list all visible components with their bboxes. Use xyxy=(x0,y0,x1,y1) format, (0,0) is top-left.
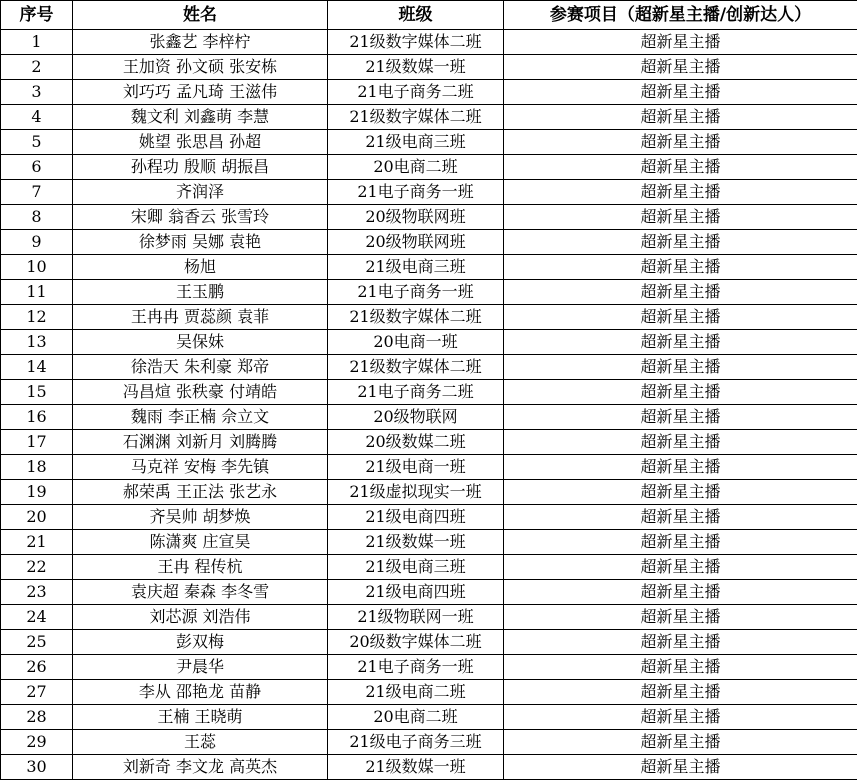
cell-index: 21 xyxy=(1,530,73,555)
cell-class: 21级虚拟现实一班 xyxy=(328,480,504,505)
cell-index: 8 xyxy=(1,205,73,230)
cell-class: 21级数字媒体二班 xyxy=(328,305,504,330)
cell-name: 刘新奇 李文龙 高英杰 xyxy=(73,755,328,780)
cell-class: 20级物联网 xyxy=(328,405,504,430)
cell-event: 超新星主播 xyxy=(504,630,857,655)
cell-name: 尹晨华 xyxy=(73,655,328,680)
cell-index: 12 xyxy=(1,305,73,330)
table-row xyxy=(1,255,857,280)
table-row xyxy=(1,30,857,55)
table-body xyxy=(1,30,857,780)
cell-index: 16 xyxy=(1,405,73,430)
cell-index: 9 xyxy=(1,230,73,255)
cell-event: 超新星主播 xyxy=(504,205,857,230)
cell-class: 20级数媒二班 xyxy=(328,430,504,455)
cell-event: 超新星主播 xyxy=(504,655,857,680)
cell-event: 超新星主播 xyxy=(504,305,857,330)
cell-index: 18 xyxy=(1,455,73,480)
cell-event: 超新星主播 xyxy=(504,130,857,155)
cell-class: 21电子商务一班 xyxy=(328,180,504,205)
cell-event: 超新星主播 xyxy=(504,380,857,405)
cell-event: 超新星主播 xyxy=(504,230,857,255)
cell-name: 王蕊 xyxy=(73,730,328,755)
cell-event: 超新星主播 xyxy=(504,55,857,80)
cell-class: 21级电商三班 xyxy=(328,130,504,155)
table-row xyxy=(1,280,857,305)
cell-name: 徐梦雨 吴娜 袁艳 xyxy=(73,230,328,255)
table-row xyxy=(1,430,857,455)
cell-class: 20级物联网班 xyxy=(328,230,504,255)
cell-index: 13 xyxy=(1,330,73,355)
cell-index: 19 xyxy=(1,480,73,505)
cell-class: 21级数媒一班 xyxy=(328,530,504,555)
cell-index: 4 xyxy=(1,105,73,130)
cell-class: 21级数媒一班 xyxy=(328,755,504,780)
header-class: 班级 xyxy=(328,1,504,30)
cell-class: 21级电商一班 xyxy=(328,455,504,480)
header-row xyxy=(1,1,857,30)
header-event: 参赛项目（超新星主播/创新达人） xyxy=(504,1,857,30)
cell-name: 王加资 孙文硕 张安栋 xyxy=(73,55,328,80)
cell-name: 袁庆超 秦森 李冬雪 xyxy=(73,580,328,605)
table-row xyxy=(1,330,857,355)
cell-name: 刘巧巧 孟凡琦 王滋伟 xyxy=(73,80,328,105)
cell-class: 21级数媒一班 xyxy=(328,55,504,80)
table-row xyxy=(1,380,857,405)
table-row xyxy=(1,305,857,330)
table-row xyxy=(1,205,857,230)
cell-event: 超新星主播 xyxy=(504,580,857,605)
table-row xyxy=(1,705,857,730)
cell-event: 超新星主播 xyxy=(504,530,857,555)
cell-index: 28 xyxy=(1,705,73,730)
cell-event: 超新星主播 xyxy=(504,480,857,505)
cell-name: 徐浩天 朱利豪 郑帝 xyxy=(73,355,328,380)
cell-index: 1 xyxy=(1,30,73,55)
cell-event: 超新星主播 xyxy=(504,30,857,55)
cell-index: 30 xyxy=(1,755,73,780)
cell-event: 超新星主播 xyxy=(504,705,857,730)
cell-class: 20级数字媒体二班 xyxy=(328,630,504,655)
cell-index: 5 xyxy=(1,130,73,155)
cell-index: 24 xyxy=(1,605,73,630)
table-row xyxy=(1,55,857,80)
cell-class: 21级电商二班 xyxy=(328,680,504,705)
table-row xyxy=(1,180,857,205)
cell-class: 21电子商务一班 xyxy=(328,280,504,305)
cell-event: 超新星主播 xyxy=(504,155,857,180)
cell-event: 超新星主播 xyxy=(504,755,857,780)
cell-name: 马克祥 安梅 李先镇 xyxy=(73,455,328,480)
cell-event: 超新星主播 xyxy=(504,605,857,630)
cell-index: 11 xyxy=(1,280,73,305)
cell-name: 王冉冉 贾蕊颜 袁菲 xyxy=(73,305,328,330)
table-row xyxy=(1,630,857,655)
cell-index: 17 xyxy=(1,430,73,455)
table-row xyxy=(1,605,857,630)
cell-class: 21级电商三班 xyxy=(328,555,504,580)
cell-class: 20电商一班 xyxy=(328,330,504,355)
cell-class: 21电子商务二班 xyxy=(328,380,504,405)
table-row xyxy=(1,405,857,430)
cell-class: 21级数字媒体二班 xyxy=(328,355,504,380)
cell-class: 21级数字媒体二班 xyxy=(328,30,504,55)
cell-event: 超新星主播 xyxy=(504,730,857,755)
cell-index: 26 xyxy=(1,655,73,680)
cell-event: 超新星主播 xyxy=(504,405,857,430)
table-row xyxy=(1,455,857,480)
cell-event: 超新星主播 xyxy=(504,355,857,380)
table-row xyxy=(1,580,857,605)
cell-index: 14 xyxy=(1,355,73,380)
table-row xyxy=(1,155,857,180)
table-row xyxy=(1,355,857,380)
cell-name: 孙程功 殷顺 胡振昌 xyxy=(73,155,328,180)
table-row xyxy=(1,505,857,530)
cell-name: 宋卿 翁香云 张雪玲 xyxy=(73,205,328,230)
cell-class: 21级电子商务三班 xyxy=(328,730,504,755)
cell-index: 10 xyxy=(1,255,73,280)
cell-class: 21级电商三班 xyxy=(328,255,504,280)
cell-index: 29 xyxy=(1,730,73,755)
cell-name: 冯昌煊 张秩豪 付靖皓 xyxy=(73,380,328,405)
cell-event: 超新星主播 xyxy=(504,505,857,530)
cell-name: 王冉 程传杭 xyxy=(73,555,328,580)
cell-event: 超新星主播 xyxy=(504,555,857,580)
cell-class: 20级物联网班 xyxy=(328,205,504,230)
cell-class: 21电子商务二班 xyxy=(328,80,504,105)
cell-event: 超新星主播 xyxy=(504,280,857,305)
cell-index: 20 xyxy=(1,505,73,530)
cell-index: 15 xyxy=(1,380,73,405)
cell-name: 姚望 张思昌 孙超 xyxy=(73,130,328,155)
cell-name: 杨旭 xyxy=(73,255,328,280)
cell-name: 魏雨 李正楠 佘立文 xyxy=(73,405,328,430)
cell-name: 刘芯源 刘浩伟 xyxy=(73,605,328,630)
cell-event: 超新星主播 xyxy=(504,330,857,355)
cell-index: 3 xyxy=(1,80,73,105)
cell-index: 22 xyxy=(1,555,73,580)
cell-name: 魏文利 刘鑫萌 李慧 xyxy=(73,105,328,130)
cell-event: 超新星主播 xyxy=(504,105,857,130)
cell-class: 21级电商四班 xyxy=(328,505,504,530)
cell-name: 石渊渊 刘新月 刘腾腾 xyxy=(73,430,328,455)
cell-index: 2 xyxy=(1,55,73,80)
cell-event: 超新星主播 xyxy=(504,255,857,280)
table-row xyxy=(1,530,857,555)
cell-name: 吴保妹 xyxy=(73,330,328,355)
cell-event: 超新星主播 xyxy=(504,455,857,480)
cell-name: 齐吴帅 胡梦焕 xyxy=(73,505,328,530)
cell-class: 21级电商四班 xyxy=(328,580,504,605)
cell-index: 7 xyxy=(1,180,73,205)
cell-index: 6 xyxy=(1,155,73,180)
cell-name: 王楠 王晓萌 xyxy=(73,705,328,730)
header-index: 序号 xyxy=(1,1,73,30)
table-row xyxy=(1,130,857,155)
cell-name: 王玉鹏 xyxy=(73,280,328,305)
table-row xyxy=(1,730,857,755)
table-row xyxy=(1,105,857,130)
cell-class: 21级物联网一班 xyxy=(328,605,504,630)
cell-class: 20电商二班 xyxy=(328,705,504,730)
cell-index: 27 xyxy=(1,680,73,705)
table-row xyxy=(1,555,857,580)
cell-index: 23 xyxy=(1,580,73,605)
cell-name: 郝荣禹 王正法 张艺永 xyxy=(73,480,328,505)
cell-name: 陈潇爽 庄宣昊 xyxy=(73,530,328,555)
table-row xyxy=(1,80,857,105)
table-row xyxy=(1,655,857,680)
cell-name: 彭双梅 xyxy=(73,630,328,655)
cell-event: 超新星主播 xyxy=(504,680,857,705)
cell-name: 张鑫艺 李梓柠 xyxy=(73,30,328,55)
cell-index: 25 xyxy=(1,630,73,655)
cell-class: 20电商二班 xyxy=(328,155,504,180)
header-name: 姓名 xyxy=(73,1,328,30)
table-row xyxy=(1,680,857,705)
cell-event: 超新星主播 xyxy=(504,180,857,205)
cell-class: 21级数字媒体二班 xyxy=(328,105,504,130)
cell-class: 21电子商务一班 xyxy=(328,655,504,680)
cell-event: 超新星主播 xyxy=(504,430,857,455)
table-row xyxy=(1,230,857,255)
cell-name: 齐润泽 xyxy=(73,180,328,205)
cell-event: 超新星主播 xyxy=(504,80,857,105)
cell-name: 李从 邵艳龙 苗静 xyxy=(73,680,328,705)
table-row xyxy=(1,480,857,505)
